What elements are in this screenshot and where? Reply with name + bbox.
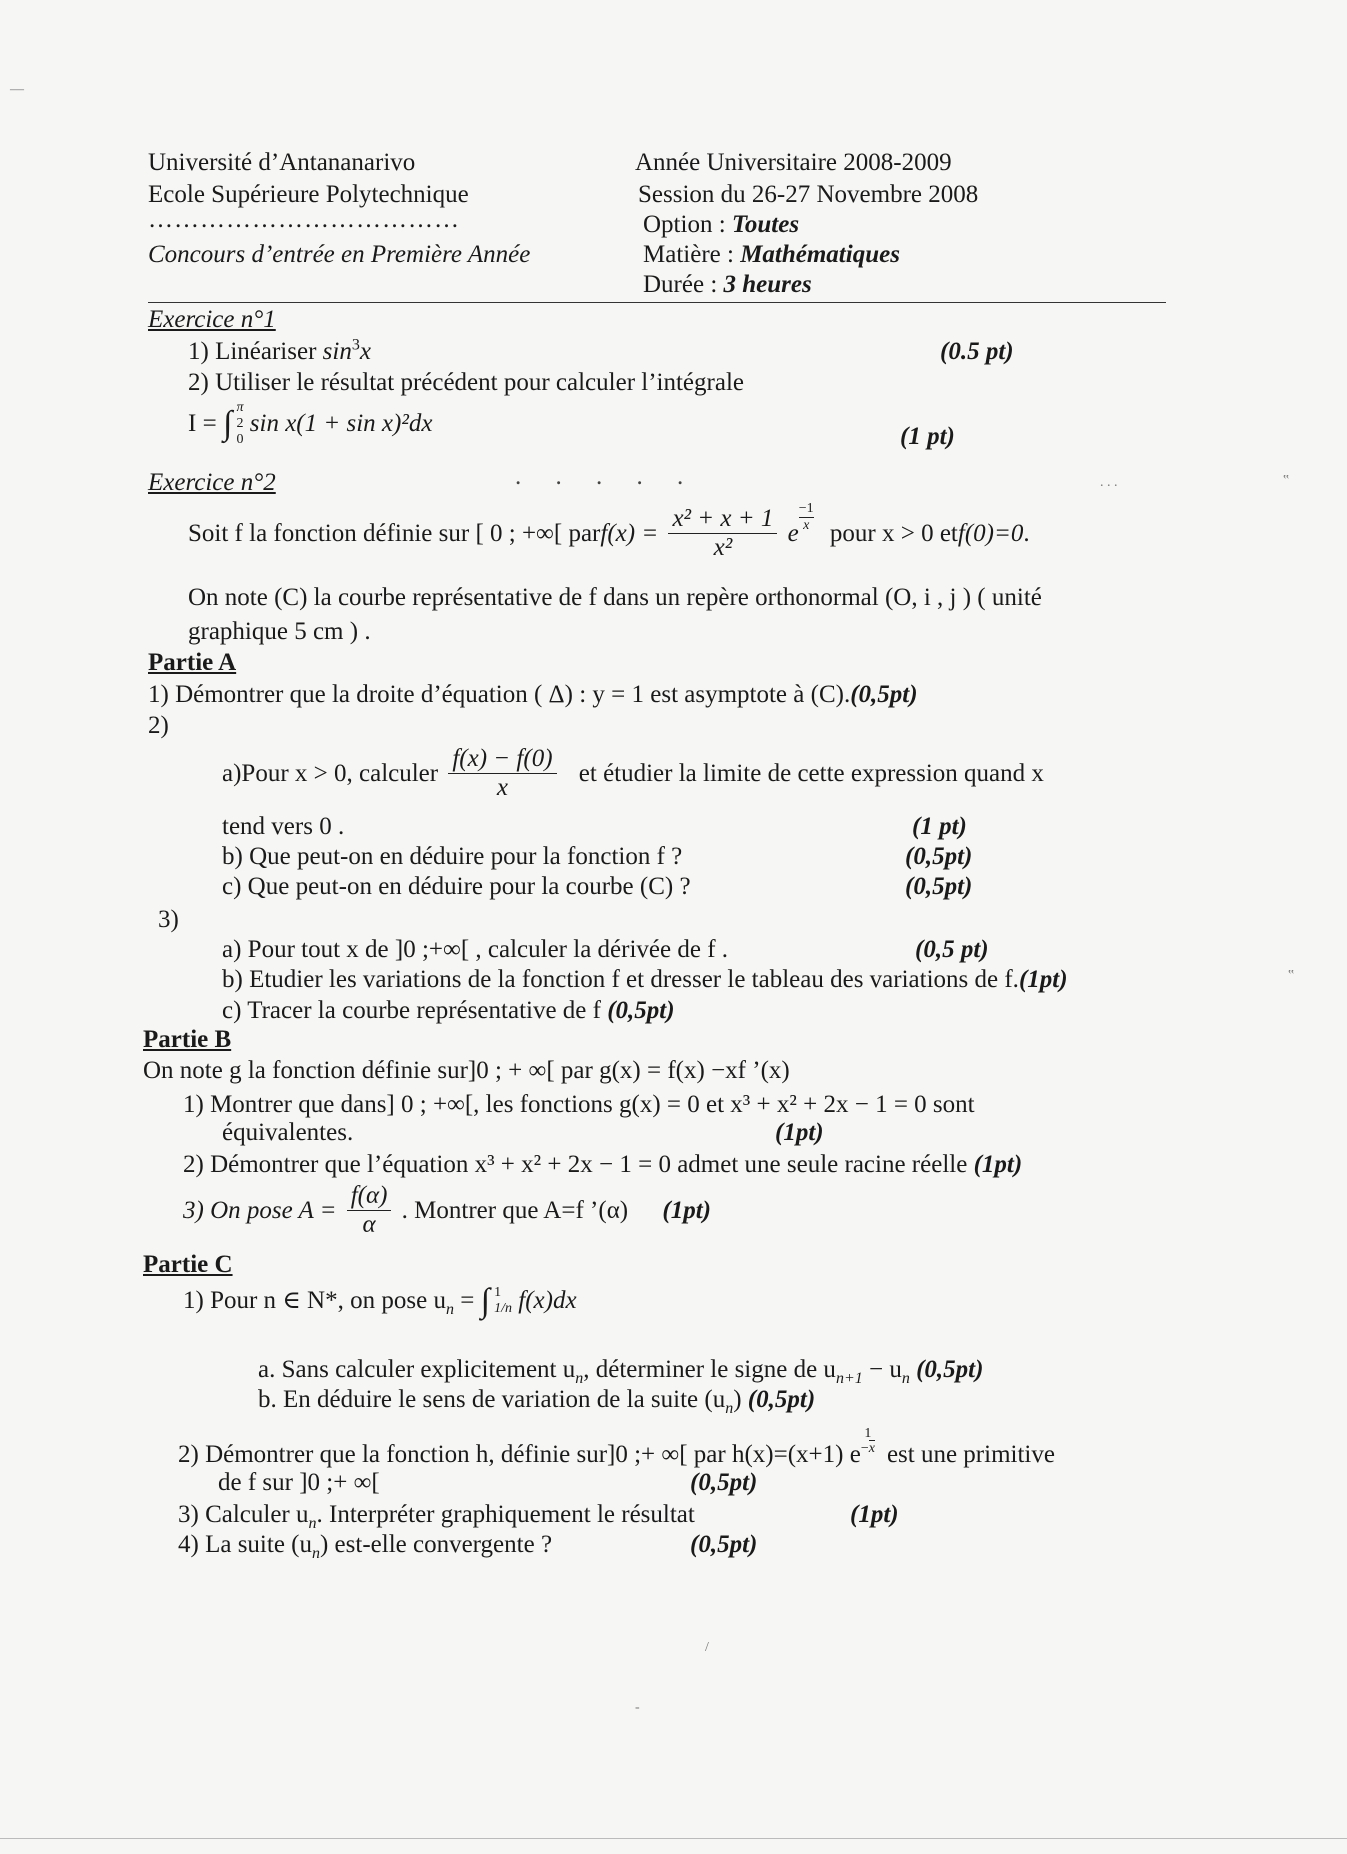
scan-speck: ‟ xyxy=(1283,473,1290,488)
partB-q1-points: (1pt) xyxy=(775,1119,824,1146)
partB-q2 xyxy=(183,1150,1022,1180)
q3-points: (1pt) xyxy=(662,1196,711,1224)
partC-q2 xyxy=(178,1426,1055,1470)
integral-sign-icon: ∫ xyxy=(222,405,233,442)
duration-value: 3 heures xyxy=(723,271,812,298)
partA-q3b-points: (1pt) xyxy=(1018,966,1068,993)
ex2-definition xyxy=(188,501,1030,575)
def-denominator: x² xyxy=(713,534,733,561)
def-e: e xyxy=(787,519,799,547)
partC-q1-eq: = xyxy=(453,1287,475,1315)
def-exp-num: −1 xyxy=(798,501,814,516)
partA-q2c-points: (0,5pt) xyxy=(905,873,973,900)
dots-mark: . . . . . xyxy=(515,463,698,490)
partC-qa-sub: n xyxy=(575,1370,584,1387)
partA-q3c-points: (0,5pt) xyxy=(607,997,675,1024)
duration-line xyxy=(643,270,812,300)
integral-limits xyxy=(237,400,244,448)
partA-q1-text: 1) Démontrer que la droite d’équation ( Δ) : y = 1 est asymptote à (C). xyxy=(148,681,851,708)
ex1-q1-text: 1) Linéariser xyxy=(188,338,323,365)
ex1-q1-sin: sin xyxy=(322,338,352,365)
def-dot: . xyxy=(1023,519,1030,547)
integral-upper-pi: π xyxy=(236,400,244,415)
partC-qa xyxy=(258,1355,983,1385)
def-f0: f(0)=0 xyxy=(957,519,1024,547)
q3-denominator: α xyxy=(362,1211,376,1238)
ex1-q2: 2) Utiliser le résultat précédent pour calculer l’intégrale xyxy=(188,369,744,396)
q2a-denominator: x xyxy=(496,774,508,801)
partA-q3b-text: b) Etudier les variations de la fonction f et dresser le tableau des variations de f. xyxy=(222,966,1019,993)
option-line xyxy=(643,210,799,240)
partC-q2-exponent xyxy=(861,1426,875,1456)
partC-qa-mid: , déterminer le signe de u xyxy=(583,1356,836,1383)
partA-q2a xyxy=(222,745,1044,815)
def-exponent xyxy=(799,501,814,534)
session-date: Session du 26-27 Novembre 2008 xyxy=(638,181,979,208)
subject-value: Mathématiques xyxy=(740,241,900,268)
dotted-line: ……………………………… xyxy=(148,206,460,233)
partC-integral-limits xyxy=(494,1285,512,1317)
integral-sign-icon: ∫ xyxy=(480,1282,490,1320)
partC-integral-body: f(x)dx xyxy=(518,1287,577,1315)
partC-q3-tail: . Interpréter graphiquement le résultat xyxy=(316,1501,695,1528)
q3-pre: 3) On pose A = xyxy=(183,1196,337,1224)
q3-post: . Montrer que A=f ’(α) xyxy=(401,1196,629,1224)
q2a-fraction xyxy=(448,745,556,802)
partB-intro: On note g la fonction définie sur]0 ; + ∞[ par g(x) = f(x) −xf ’(x) xyxy=(143,1057,790,1084)
partA-title: Partie A xyxy=(148,649,237,676)
q2a-numerator: f(x) − f(0) xyxy=(448,745,556,774)
partC-q1-prefix xyxy=(183,1286,475,1319)
partC-q3-sub: n xyxy=(308,1515,317,1532)
duration-label: Durée : xyxy=(643,271,724,298)
scan-speck: / xyxy=(705,1640,709,1655)
partC-q3-text: 3) Calculer u xyxy=(178,1501,309,1528)
partA-q3c-text: c) Tracer la courbe représentative de f xyxy=(222,997,608,1024)
ex1-integral xyxy=(188,400,432,460)
def-fraction xyxy=(668,505,777,562)
ex1-q1-exp: 3 xyxy=(351,336,360,354)
partA-q3: 3) xyxy=(158,906,179,933)
partC-q4 xyxy=(178,1530,552,1560)
partC-q4-sub: n xyxy=(311,1545,320,1562)
partA-q3c xyxy=(222,996,675,1026)
partA-q3b xyxy=(222,965,1068,995)
partC-qa-mid2: − u xyxy=(862,1356,902,1383)
subject-line xyxy=(643,240,900,270)
q2a-post: et étudier la limite de cette expression quand x xyxy=(578,759,1044,787)
ex2-note-line1: On note (C) la courbe représentative de f dans un repère orthonormal (O, i , j ) ( unité xyxy=(188,584,1042,611)
partB-q1-cont: équivalentes. xyxy=(222,1119,354,1146)
partC-q2-tail: est une primitive xyxy=(886,1441,1055,1468)
partC-upper: 1 xyxy=(494,1285,502,1301)
scan-edge xyxy=(0,1838,1347,1839)
subject-label: Matière : xyxy=(643,241,741,268)
partC-title: Partie C xyxy=(143,1251,233,1278)
partC-q3-points: (1pt) xyxy=(850,1501,899,1528)
scan-speck: ‟ xyxy=(1288,968,1295,983)
partC-qa-sub2: n+1 xyxy=(835,1370,863,1387)
contest-title: Concours d’entrée en Première Année xyxy=(148,241,531,268)
q3-numerator: f(α) xyxy=(347,1182,392,1211)
option-label: Option : xyxy=(643,211,732,238)
integral-lhs: I = xyxy=(188,410,217,437)
q3-fraction xyxy=(347,1182,392,1239)
scan-speck: — xyxy=(10,82,24,97)
integral-upper-2: 2 xyxy=(236,416,244,431)
partC-q2-cont: de f sur ]0 ;+ ∞[ xyxy=(218,1469,380,1496)
partA-q2b-points: (0,5pt) xyxy=(905,843,973,870)
partC-qb-end: ) xyxy=(733,1386,748,1413)
partC-q1-sub: n xyxy=(445,1301,454,1319)
partC-qa-points: (0,5pt) xyxy=(909,1356,984,1383)
partA-q1 xyxy=(148,680,918,710)
school-name: Ecole Supérieure Polytechnique xyxy=(148,181,469,208)
partC-q4-text: 4) La suite (u xyxy=(178,1531,312,1558)
partB-q1: 1) Montrer que dans] 0 ; +∞[, les fonctions g(x) = 0 et x³ + x² + 2x − 1 = 0 sont xyxy=(183,1091,975,1118)
partA-q3a: a) Pour tout x de ]0 ;+∞[ , calculer la dérivée de f . xyxy=(222,936,729,963)
university-name: Université d’Antananarivo xyxy=(148,149,416,176)
ex2-note-line2: graphique 5 cm ) . xyxy=(188,618,371,645)
q2-exp-den: x xyxy=(868,1441,875,1456)
scan-speck: . . . xyxy=(1100,475,1118,490)
academic-year: Année Universitaire 2008-2009 xyxy=(635,149,952,176)
partC-qb-text: b. En déduire le sens de variation de la suite (u xyxy=(258,1386,726,1413)
ex1-q1-points: (0.5 pt) xyxy=(940,338,1014,365)
def-fx: f(x) = xyxy=(600,519,659,547)
scan-speck: - xyxy=(635,1700,640,1715)
ex1-q1 xyxy=(188,337,371,367)
partC-qb-sub: n xyxy=(725,1400,734,1417)
def-exp-den: x xyxy=(803,518,810,533)
q2a-pre: a)Pour x > 0, calculer xyxy=(222,759,439,787)
integral-body: sin x(1 + sin x)²dx xyxy=(249,410,433,437)
partC-q1 xyxy=(183,1282,577,1349)
header-divider xyxy=(148,302,1166,303)
partA-q2c: c) Que peut-on en déduire pour la courbe (C) ? xyxy=(222,873,691,900)
partB-q2-text: 2) Démontrer que l’équation x³ + x² + 2x − 1 = 0 admet une seule racine réelle xyxy=(183,1151,974,1178)
integral-lower: 0 xyxy=(236,432,244,447)
partA-q2a-cont: tend vers 0 . xyxy=(222,813,345,840)
partA-q3a-points: (0,5 pt) xyxy=(915,936,989,963)
partC-qa-text: a. Sans calculer explicitement u xyxy=(258,1356,576,1383)
partA-q1-points: (0,5pt) xyxy=(850,681,918,708)
partC-q4-tail: ) est-elle convergente ? xyxy=(319,1531,553,1558)
def-tail: pour x > 0 et xyxy=(829,519,958,547)
partB-q2-points: (1pt) xyxy=(973,1151,1023,1178)
ex1-integral-points: (1 pt) xyxy=(900,423,955,450)
partC-qa-sub3: n xyxy=(901,1370,910,1387)
partC-qb xyxy=(258,1385,815,1415)
partC-q2-text: 2) Démontrer que la fonction h, définie sur]0 ;+ ∞[ par h(x)=(x+1) e xyxy=(178,1441,861,1468)
partC-q2-points: (0,5pt) xyxy=(690,1469,758,1496)
def-numerator: x² + x + 1 xyxy=(668,505,777,534)
partC-q4-points: (0,5pt) xyxy=(690,1531,758,1558)
def-text: Soit f la fonction définie sur [ 0 ; +∞[ par xyxy=(188,519,601,547)
partC-lower: 1/n xyxy=(494,1301,513,1317)
partC-qb-points: (0,5pt) xyxy=(747,1386,816,1413)
exercise-2-title: Exercice n°2 xyxy=(148,469,276,496)
q2-exp-num: 1 xyxy=(864,1426,872,1441)
option-value: Toutes xyxy=(731,211,800,238)
partB-q3 xyxy=(183,1182,711,1252)
q2-exp-sign: − xyxy=(860,1441,869,1456)
exercise-1-title: Exercice n°1 xyxy=(148,306,276,333)
ex1-q1-var: x xyxy=(359,338,371,365)
partA-q2b: b) Que peut-on en déduire pour la fonction f ? xyxy=(222,843,683,870)
partB-title: Partie B xyxy=(143,1026,232,1053)
partA-q2a-points: (1 pt) xyxy=(912,813,967,840)
partC-q3 xyxy=(178,1500,695,1530)
partA-q2: 2) xyxy=(148,712,169,739)
partC-q1-text: 1) Pour n ∈ N*, on pose u xyxy=(183,1287,446,1315)
